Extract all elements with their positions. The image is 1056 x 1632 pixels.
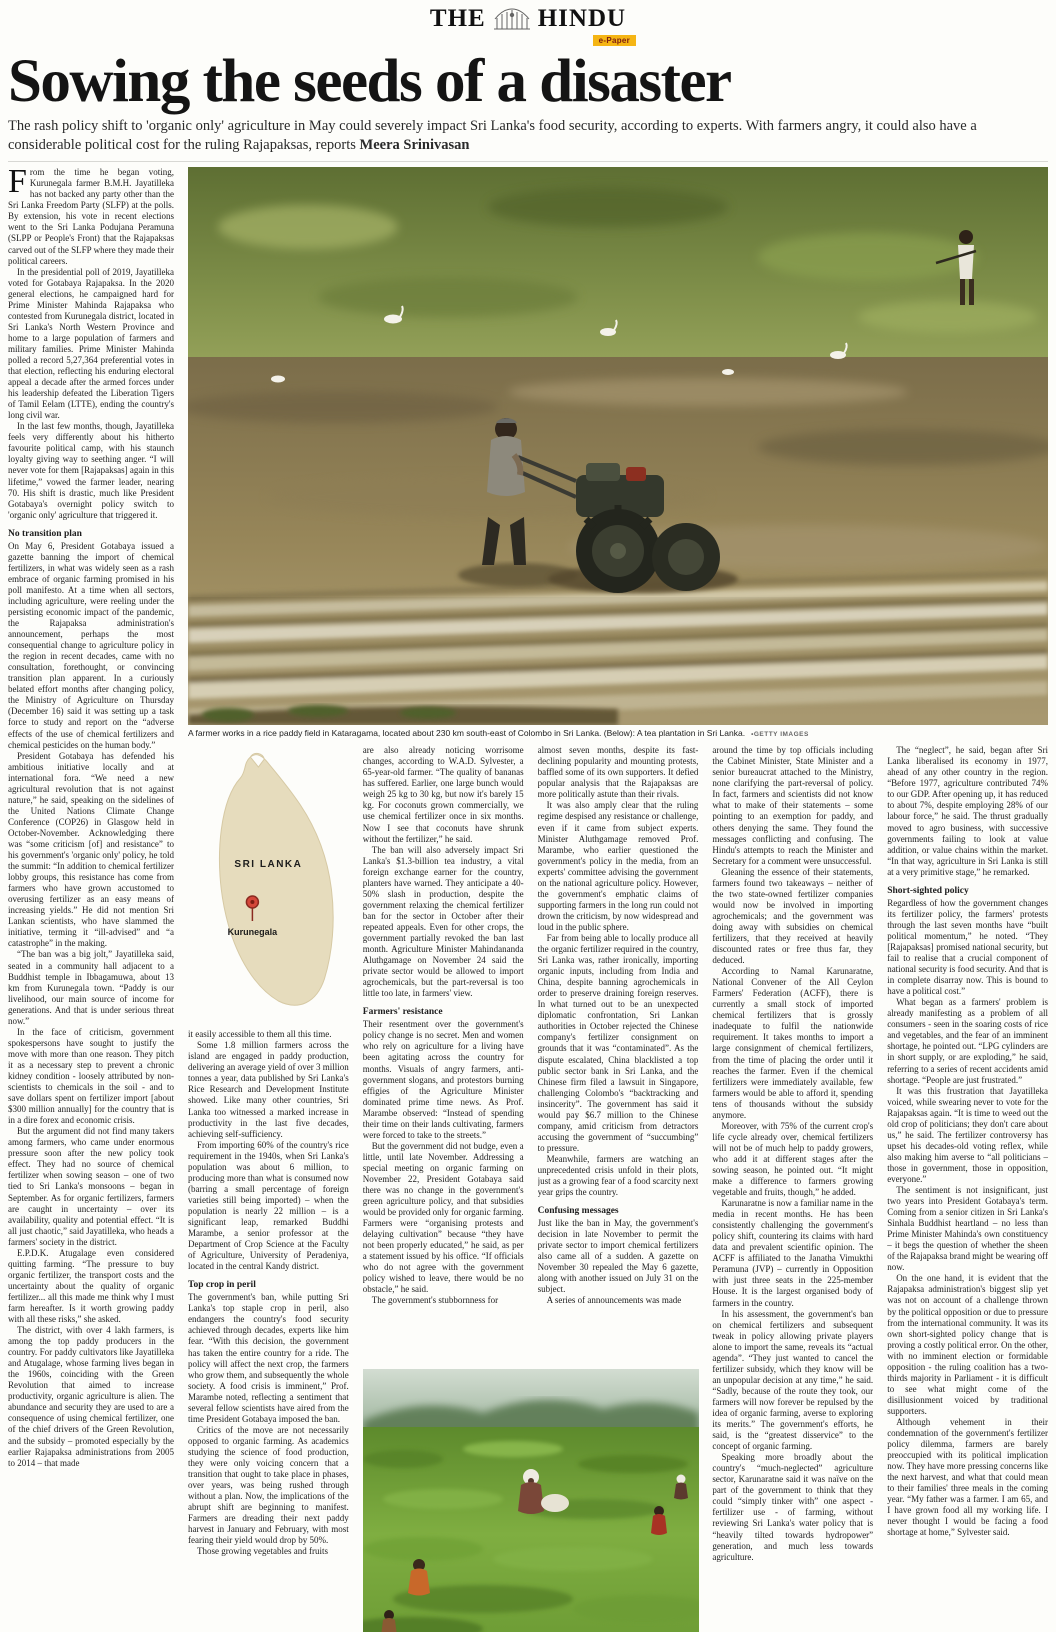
article-paragraph: are also already noticing worrisome changes, according to W.A.D. Sylvester, a 65-year-old farmer. “The quality of bananas has suffered. Earlier, one large bunch would weigh 25 kg to 30 kg, but now it's barely 15 kg. For coconuts grown commercially, we use chemical fertilizer once in six months. Now I see that coconuts have shrunk without the fertilizer,” he said. bbox=[362, 745, 524, 844]
article-paragraph: Their resentment over the government's policy change is no secret. Men and women who rely on agriculture for a living have been agitating across the country for months. Visuals of angry farmers, anti-government slogans, and protestors burning effigies of the Agriculture Minister dominated prime time news. As Prof. Marambe observed: “Instead of spending their time on their lands cultivating, farmers were forced to take to the streets.” bbox=[362, 1019, 524, 1140]
article-paragraph: “The ban was a big jolt,” Jayatilleka said, seated in a community hall adjacent to a Buddhist temple in Ibbagamuwa, about 13 km from Kurunegala town. “Paddy is our livelihood, our main source of income for generations. And that is under serious threat now.” bbox=[8, 949, 174, 1026]
article-body bbox=[0, 167, 1056, 1632]
article-paragraph: On May 6, President Gotabaya issued a gazette banning the import of chemical fertilizers, in what was widely seen as a rash embrace of organic farming promised in his poll manifesto. At a time when all sectors, including agriculture, were reeling under the persisting economic impact of the pandemic, the Rajapaksa administration's announcement, perhaps the most consequential change to agriculture policy in the region in recent decades, came with no consultation, forethought, or convincing transition plan apparent. In a curiously belated effort months after changing policy, the Ministry of Agriculture on Thursday (December 16) said it was setting up a task force to study and report on the “adverse effects of the use of chemical fertilizers and chemical pesticides on the human body.” bbox=[8, 540, 174, 750]
article-paragraph: A series of announcements was made bbox=[546, 1295, 682, 1306]
article-paragraph: What began as a farmers' problem is already manifesting as a problem of all consumers - seen in the soaring costs of rice and vegetables, and the fear of an imminent shortage, he pointed out. “LPG cylinders are in short supply, or are exploding,” he said, referring to a series of recent accidents amid shortage. “People are just frustrated.” bbox=[887, 997, 1048, 1085]
map-city-label: Kurunegala bbox=[227, 927, 278, 938]
photo-caption-row bbox=[188, 725, 1048, 742]
article-column-5 bbox=[712, 745, 873, 1632]
article-paragraph: In the last few months, though, Jayatilleka feels very differently about his hitherto favourite political camp, with his staunch loyalty giving way to seething anger. “I will never vote for them [Rajapaksas] again in this lifetime,” vowed the farmer leader, nearing 70. His shift is drastic, much like President Gotabaya's overnight policy switch to 'organic only' agriculture that triggered it. bbox=[8, 421, 174, 520]
article-paragraph: Far from being able to locally produce all the organic fertilizer required in the country, Sri Lanka was, rather ironically, importing organic inputs, including from India and China, despite banning agrochemicals in order to preserve draining foreign reserves. In what turned out to be an unexpected diplomatic confrontation, Sri Lankan authorities in October rejected the Chinese company's fertilizer consignment on grounds that it was “contaminated”. As the dispute escalated, China blacklisted a top public sector bank in Sri Lanka, and the Chinese firm filed a lawsuit in Singapore, challenging Colombo's “backtracking and insincerity”. The government has said it would pay $6.7 million to the Chinese company, amid criticism from detractors accusing the government of “succumbing” to pressure. bbox=[537, 932, 699, 1153]
article-paragraph: E.P.D.K. Atugalage even considered quitting farming. “The pressure to buy organic fertilizer, the transport costs and the uncertainty about the quality of organic fertilizer... all this made me think why I must farm hereafter. Is it worth growing paddy with all these risks,” she asked. bbox=[8, 1247, 174, 1325]
article-paragraph: The ban will also adversely impact Sri Lanka's $1.3-billion tea industry, a vital foreign exchange earner for the country, planters have warned. They anticipate a 40-50% slash in production, despite the government relaxing the chemical fertilizer ban for the sector in October after their repeated appeals. Even for other crops, the government partially revoked the ban last month. Agriculture Minister Mahindananda Aluthgamage on November 24 said the private sector would be allowed to import agrochemicals, but the part-reversal is too little too late, in farmers' view. bbox=[362, 844, 524, 999]
article-paragraph: In his assessment, the government's ban on chemical fertilizers and subsequent tweak in policy allowing private players alone to import the same, reveals its “actual agenda”. “They just wanted to cancel the fertilizer subsidy, which they know will be an unpopular decision at any time,” he said. “Sadly, because of the route they took, our farmers will now forever be repulsed by the idea of organic farming, averse to exploring its merits.” The government's efforts, he said, is the “greatest disservice” to the concept of organic farming. bbox=[712, 1308, 874, 1452]
article-paragraph: In the face of criticism, government spokespersons have sought to justify the move with more than one reason. They pitch it as a necessary step to prevent a chronic kidney condition - loosely attributed by non-scientists to chemicals in the soil - and to save dollars spent on fertilizer import [about $300 million annually] for the country that is in a dire forex and economic crisis. bbox=[8, 1026, 174, 1126]
article-paragraph: around the time by top officials including the Cabinet Minister, State Minister and a senior bureaucrat attached to the Ministry, none clarifying the part-reversal of policy. In fact, farmers and scientists did not know what to make of their statements – some pointing to an exemption for paddy, and others denying the same. They found the messages conflicting and confusing. The Hindu's attempts to reach the Minister and Secretary for a comment were unsuccessful. bbox=[712, 745, 874, 866]
section-subhead: No transition plan bbox=[8, 528, 82, 539]
article-column-2 bbox=[188, 745, 349, 1632]
tea-plantation-photo bbox=[363, 1369, 699, 1632]
article-paragraph: According to Namal Karunaratne, National Convener of the All Ceylon Farmers' Federation (ACFF), there is currently a small stock of imported chemical fertilizers that is grossly inadequate to fulfil the nationwide requirement. It takes months to import a large consignment of chemical fertilizers, from the time of placing the order until it reaches the farmer. Even if the chemical fertilizers were immediately available, few farmers would be able to afford it, spending tens of thousands without the subsidy anymore. bbox=[712, 966, 874, 1120]
article-paragraph: it easily accessible to them all this time. bbox=[188, 1029, 332, 1040]
hindu-crest-icon bbox=[491, 6, 533, 32]
article-paragraph: The sentiment is not insignificant, just two years into President Gotabaya's term. Coming from a senior citizen in Sri Lanka's Sinhala Buddhist heartland – no less than Prime Minister Mahinda's own constituency – it begs the question of whether the sheen of the Rajapaksa brand might be wearing off now. bbox=[887, 1185, 1048, 1273]
section-subhead: Short-sighted policy bbox=[887, 885, 969, 896]
deck-text: The rash policy shift to 'organic only' agriculture in May could severely impact Sri Lanka's food security, according to experts. With farmers angry, it could also have a considerable political cost for the ruling Rajapaksas, reports bbox=[8, 117, 977, 154]
article-paragraph: In the presidential poll of 2019, Jayatilleka voted for Gotabaya Rajapaksa. In the 2020 general elections, he campaigned hard for Prime Minister Mahinda Rajapaksa who contested from Kurunegala district, located in Sri Lanka's North Western Province and home to a large population of farmers and military families. Prime Minister Mahinda polled a record 5,27,364 preferential votes in that election, reflecting his enduring electoral appeal a decade after the armed forces under his leadership defeated the Liberation Tigers of Tamil Eelam (LTTE), ending the country's long civil war. bbox=[8, 266, 174, 421]
article-paragraph: President Gotabaya has defended his ambitious initiative locally and at international fora. “We need a new agricultural revolution that is not against nature,” he said, speaking on the sidelines of the United Nations Climate Change Conference (COP26) in Glasgow held in October-November. Acknowledging there was “some criticism [of] and resistance” to his government's 'organic only' policy, he told the summit: “In addition to chemical fertilizer lobby groups, this resistance has come from farmers who have grown accustomed to overusing fertilizer as an easy means of increasing yields.” He did not mention Sri Lankan scientists, who have slammed the initiative, terming it “ill-advised” and “a catastrophe” in the making. bbox=[8, 750, 174, 949]
masthead bbox=[0, 0, 1056, 44]
article-paragraph: Although vehement in their condemnation of the government's fertilizer policy dilemma, farmers are barely preoccupied with its political implication now. They have more pressing concerns like the next harvest, and what that could mean to their families' three meals in the coming year. “My father was a farmer. I am 65, and I have grown food all my working life. I never thought I would be facing a food shortage at home,” Sylvester said. bbox=[887, 1417, 1048, 1538]
article-paragraph: But the government did not budge, even a little, until late November. Addressing a special meeting on organic farming on November 22, President Gotabaya said there was no change in the government's green agriculture policy, and that subsidies would be provided only for organic farming. Farmers were “organising protests and delaying cultivation” because “they have not been properly educated,” he said, as per a statement issued by his office. “If officials who do not agree with the government policy wished to leave, there would be no obstacle,” he said. bbox=[362, 1140, 524, 1295]
article-column-1 bbox=[8, 167, 174, 1632]
article-column-6 bbox=[887, 745, 1048, 1632]
article-paragraph: Meanwhile, farmers are watching an unprecedented crisis unfold in their plots, just as a growing fear of a food scarcity next year grips the country. bbox=[537, 1153, 699, 1198]
masthead-the: THE bbox=[429, 5, 486, 32]
article-paragraph: It was also amply clear that the ruling regime despised any resistance or challenge, even if it came from subject experts. Minister Aluthgamage removed Prof. Marambe, who earlier questioned the government's policy in the media, from an experts' committee advising the government on the national agriculture policy. However, the government's emphatic claims of supporting farmers in the long run could not drown the criticism, by now widespread and loud in the public sphere. bbox=[537, 800, 699, 932]
headline: Sowing the seeds of a disaster bbox=[8, 48, 731, 115]
article-paragraph: Those growing vegetables and fruits bbox=[197, 1546, 328, 1557]
drop-cap: F bbox=[8, 167, 27, 201]
sri-lanka-landmass bbox=[219, 754, 333, 1006]
section-subhead: Confusing messages bbox=[537, 1206, 619, 1217]
deck bbox=[8, 117, 1048, 155]
photo-credit: •GETTY IMAGES bbox=[751, 731, 809, 739]
article-paragraph: From importing 60% of the country's rice requirement in the 1940s, when Sri Lanka's population was about 6 million, to producing more than what is consumed now (barring a small percentage of foreign varieties still being imported) – when the population is nearly 22 million – is a significant leap, remarked Buddhi Marambe, a senior professor at the Department of Crop Science at the Faculty of Agriculture, University of Peradeniya, located in the central Kandy district. bbox=[188, 1139, 349, 1272]
section-subhead: Farmers' resistance bbox=[362, 1007, 443, 1018]
article-paragraph: From the time he began voting, Kurunegala farmer B.M.H. Jayatilleka has not backed any party other than the Sri Lanka Freedom Party (SLFP) at the polls. By extension, his vote in recent elections went to the Sri Lanka Podujana Peramuna (SLPP or People's Front) that the Rajapaksas carved out of the SLFP where they made their political careers. bbox=[8, 167, 174, 266]
photo-caption: A farmer works in a rice paddy field in Kataragama, located about 230 km south-east of Colombo in Sri Lanka. (Below): A tea plantation in Sri Lanka. bbox=[188, 728, 746, 739]
article-paragraph: On the one hand, it is evident that the Rajapaksa administration's biggest slip yet was not on account of a challenge thrown by the political opposition or due to pressure from the international community. It was its own short-sighted policy change that is proving a costly political error. On the other, with no imminent election or formidable opposition - the ruling coalition has a two-thirds majority in Parliament - it is difficult to see what might come of the disillusionment voiced by traditional supporters. bbox=[887, 1273, 1048, 1416]
section-subhead: Top crop in peril bbox=[188, 1280, 256, 1291]
epaper-badge[interactable]: e-Paper bbox=[593, 35, 636, 46]
article-paragraph: Karunaratne is now a familiar name in the media in recent months. He has been consistently challenging the government's policy shift, countering its claims with hard data and prevalent scientific opinion. The ACFF is affiliated to the Janatha Vimukthi Peramuna (JVP) – currently in Opposition with just three seats in the 225-member House. It is the largest organised body of farmers in the country. bbox=[712, 1198, 874, 1308]
article-paragraph: But the argument did not find many takers among farmers, who came under enormous pressure soon after the new policy took effect. They had no source of chemical fertilizer when sowing season – one of two tied to Sri Lanka's monsoons – began in September. As for organic fertilizers, farmers are caught in uncertainty – over its availability, quality and potential effect. “It is all just chaotic,” said Jayatilleka, who heads a farmers' society in the district. bbox=[8, 1126, 174, 1247]
article-paragraph: Just like the ban in May, the government's decision in late November to permit the private sector to import chemical fertilizers also came all of a sudden. A gazette on November 30 repealed the May 6 gazette, along with another issued on July 31 on the subject. bbox=[537, 1218, 699, 1295]
article-paragraph: Gleaning the essence of their statements, farmers found two takeaways – neither of the two state-owned fertilizer companies would now be involved in importing agrochemicals; and the government was doing away with subsidies on chemical fertilizers, that they received at heavily discounted rates or free thus far, they deduced. bbox=[712, 866, 874, 966]
sri-lanka-map bbox=[188, 745, 349, 1025]
article-paragraph: Moreover, with 75% of the current crop's life cycle already over, chemical fertilizers will not be of much help to paddy growers, who add it at different stages after the sowing season, he pointed out. “It might make a difference to farmers growing vegetable and fruits, though,” he added. bbox=[712, 1120, 874, 1198]
main-photo bbox=[188, 167, 1048, 725]
byline: Meera Srinivasan bbox=[359, 137, 470, 154]
article-paragraph: The government's ban, while putting Sri Lanka's top staple crop in peril, also endangers the country's food security achieved through decades, experts like him fear. “With this decision, the government has taken the entire country for a ride. The policy will affect the next crop, the farmers who grow them, and subsequently the whole society. A food crisis is imminent,” Prof. Marambe noted, reflecting a sentiment that several fellow scientists have aired from the time President Gotabaya imposed the ban. bbox=[188, 1292, 349, 1424]
article-paragraph: almost seven months, despite its fast-declining popularity and mounting protests, baffled some of its own supporters. It defied popular analysis that the Rajapaksas are more politically astute than their rivals. bbox=[537, 745, 699, 800]
article-paragraph: The “neglect”, he said, began after Sri Lanka liberalised its economy in 1977, ahead of any other country in the region. “Before 1977, agriculture contributed 74% to our GDP. After opening up, it has reduced to about 7%, despite employing 28% of our labour force,” he said. The thrust gradually moved to agro business, with successive governments failing to look at value addition, or value chains within the market. “In that way, agriculture in Sri Lanka is still at a very primitive stage,” he remarked. bbox=[887, 745, 1048, 877]
article-paragraph: The government's stubbornness for bbox=[371, 1295, 499, 1306]
article-paragraph: Some 1.8 million farmers across the island are engaged in paddy production, delivering an average yield of over 3 million tonnes a year, data published by Sri Lanka's Rice Research and Development Institute showed. Like many other countries, Sri Lanka too witnessed a marked increase in productivity in the last five decades, achieving self-sufficiency. bbox=[188, 1040, 349, 1139]
lower-columns bbox=[188, 745, 1048, 1632]
masthead-hindu: HINDU bbox=[537, 5, 627, 32]
article-paragraph: Speaking more broadly about the country's “much-neglected” agriculture sector, Karunaratne said it was naïve on the part of the government to think that they could “simply tinker with” one aspect - fertilizer use - of farming, without reviewing Sri Lanka's water policy that is “heavily tilted towards hydropower” generation, and much less towards agriculture. bbox=[712, 1452, 874, 1562]
article-paragraph: The district, with over 4 lakh farmers, is among the top paddy producers in the country. For paddy cultivators like Jayatilleka and Atugalage, whose farming lives began in the 1960s, coinciding with the Green Revolution that aimed to increase productivity, organic agriculture is alien. The abundance and security they are used to are a consequence of using chemical fertilizer, one of the chief drivers of the Green Revolution, and the subsidy – promoted especially by the earlier Rajapaksa administrations from 2005 to 2014 – that made bbox=[8, 1325, 174, 1468]
article-paragraph: Critics of the move are not necessarily opposed to organic farming. As academics studying the science of food production, they were only voicing concern that a transition that ought to take place in phases, over years, was being rushed through without a plan. Now, the implications of the abrupt shift are beginning to manifest. Farmers are dreading their next paddy harvest in January and February, with most fearing their yield would drop by 50%. bbox=[188, 1424, 349, 1546]
map-country-label: SRI LANKA bbox=[234, 859, 303, 871]
article-paragraph: It was this frustration that Jayatilleka voiced, while swearing never to vote for the Rajapaksas again. “It is time to weed out the old crop of politicians; they don't care about us,” he said. The fertilizer controversy has upset his decades-old voting reflex, while also making him averse to “all politicians – those in government, those in opposition, everyone.” bbox=[887, 1085, 1048, 1184]
header-divider bbox=[8, 161, 1048, 162]
article-paragraph: Regardless of how the government changes its fertilizer policy, the farmers' protests through the last seven months have “built political momentum,” he noted. “They [Rajapaksas] promised national security, but fail to realise that a crucial component of national security is food security. And that is in complete disarray now. This is bound to have a political cost.” bbox=[887, 897, 1048, 997]
